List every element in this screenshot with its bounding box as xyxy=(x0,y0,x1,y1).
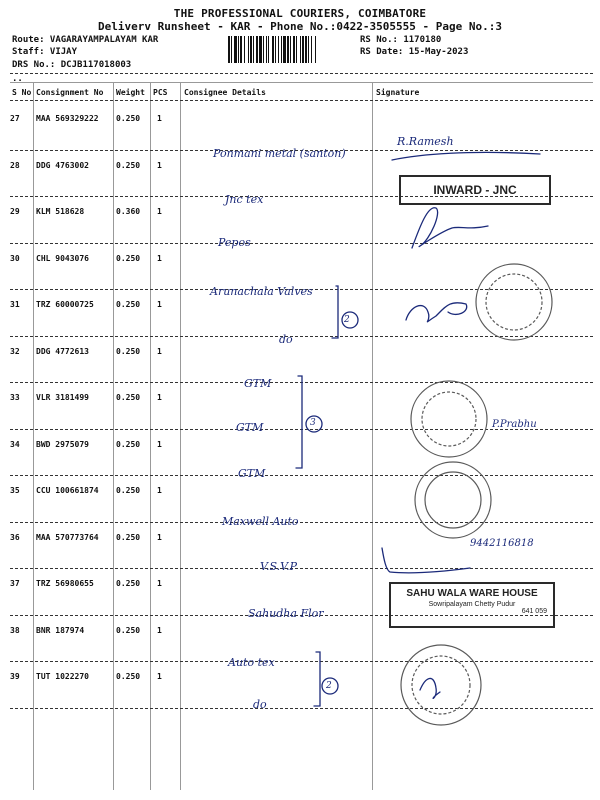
group-circle-a xyxy=(342,312,358,328)
row-weight: 0.250 xyxy=(116,439,141,449)
col-header-consignment: Consignment No xyxy=(36,88,104,97)
signature-27-text: R.Ramesh xyxy=(397,135,454,148)
row-consignment-no: TRZ 56980655 xyxy=(36,579,94,588)
round-seal-d xyxy=(401,645,481,725)
sahu-stamp-line3: 641 059 xyxy=(521,608,547,615)
bracket-a xyxy=(332,286,338,338)
row-pcs: 1 xyxy=(157,625,162,635)
group-count-a: 2 xyxy=(344,315,350,325)
row-sno: 31 xyxy=(10,300,20,309)
hand-note-33: GTM xyxy=(236,421,264,434)
hand-note-30: Arunachala Valves xyxy=(210,285,313,298)
drs-number: DRS No.: DCJB117018003 xyxy=(12,60,132,70)
row-pcs: 1 xyxy=(157,346,162,356)
col-header-signature: Signature xyxy=(376,88,420,97)
hand-note-39: do xyxy=(253,698,267,711)
sahu-stamp-line1: SAHU WALA WARE HOUSE xyxy=(406,588,538,599)
row-consignment-no: CHL 9043076 xyxy=(36,253,89,263)
row-sno: 35 xyxy=(10,486,20,495)
signature-34-text: P.Prabhu xyxy=(492,419,537,430)
row-weight: 0.250 xyxy=(116,300,141,309)
row-consignment-no: DDG 4763002 xyxy=(36,160,89,170)
row-weight: 0.250 xyxy=(116,532,141,542)
row-pcs: 1 xyxy=(157,672,162,681)
row-weight: 0.250 xyxy=(116,114,141,123)
row-pcs: 1 xyxy=(157,532,162,542)
row-sno: 34 xyxy=(10,439,20,449)
round-seal-a-inner xyxy=(486,274,542,330)
hand-note-27: Ponmani metal (santon) xyxy=(213,147,346,160)
row-sno: 33 xyxy=(10,393,20,402)
row-consignment-no: TRZ 60000725 xyxy=(36,300,94,309)
hand-note-35: Maxwell Auto xyxy=(222,515,299,528)
sahu-stamp-line2: Sowripalayam Chetty Pudur xyxy=(428,601,516,608)
row-consignment-no: MAA 569329222 xyxy=(36,114,99,123)
row-consignment-no: BNR 187974 xyxy=(36,625,85,635)
hand-note-38: Auto tex xyxy=(228,656,275,669)
row-sno: 30 xyxy=(10,253,20,263)
row-sno: 27 xyxy=(10,114,20,123)
hand-note-29: Pepos xyxy=(218,236,251,249)
row-weight: 0.250 xyxy=(116,253,141,263)
hand-note-37: Sahudha Flor xyxy=(248,607,324,620)
phone-note: 9442116818 xyxy=(470,538,534,549)
row-consignment-no: CCU 100661874 xyxy=(36,486,99,495)
bracket-c xyxy=(314,652,320,706)
round-seal-d-inner xyxy=(412,656,470,714)
row-consignment-no: DDG 4772613 xyxy=(36,346,89,356)
staff-label: Staff: VIJAY xyxy=(12,47,78,57)
group-count-c: 2 xyxy=(326,681,332,691)
col-header-details: Consignee Details xyxy=(184,88,266,97)
row-consignment-no: MAA 570773764 xyxy=(36,532,99,542)
rs-number: RS No.: 1170180 xyxy=(360,35,442,45)
signature-31-stroke xyxy=(406,303,467,322)
route-label: Route: VAGARAYAMPALAYAM KAR xyxy=(12,35,159,45)
row-weight: 0.250 xyxy=(116,486,141,495)
round-seal-c-inner xyxy=(425,472,481,528)
header-dots: .. xyxy=(12,74,23,84)
company-title: THE PROFESSIONAL COURIERS, COIMBATORE xyxy=(173,7,427,20)
inward-stamp: INWARD - JNC xyxy=(399,175,551,205)
row-weight: 0.250 xyxy=(116,346,141,356)
hand-note-32: GTM xyxy=(244,377,272,390)
col-header-pcs: PCS xyxy=(153,88,168,97)
row-weight: 0.250 xyxy=(116,579,141,588)
row-weight: 0.250 xyxy=(116,160,141,170)
group-count-b: 3 xyxy=(310,418,316,428)
row-sno: 37 xyxy=(10,579,20,588)
runsheet-subtitle: Deliverv Runsheet - KAR - Phone No.:0422-3505555 - Page No.:3 xyxy=(98,20,502,33)
row-pcs: 1 xyxy=(157,160,162,170)
col-header-weight: Weight xyxy=(116,88,145,97)
row-pcs: 1 xyxy=(157,300,162,309)
hand-note-31: do xyxy=(279,333,293,346)
signature-39-stroke xyxy=(420,678,440,698)
row-sno: 39 xyxy=(10,672,20,681)
row-pcs: 1 xyxy=(157,393,162,402)
row-sno: 38 xyxy=(10,625,20,635)
rs-date: RS Date: 15-May-2023 xyxy=(360,47,469,57)
row-consignment-no: BWD 2975079 xyxy=(36,439,89,449)
row-weight: 0.250 xyxy=(116,393,141,402)
row-sno: 28 xyxy=(10,160,20,170)
round-seal-c xyxy=(415,462,491,538)
hand-note-28: Jnc tex xyxy=(225,193,264,206)
row-sno: 29 xyxy=(10,207,20,216)
row-pcs: 1 xyxy=(157,207,162,216)
row-weight: 0.360 xyxy=(116,207,141,216)
signature-36-stroke xyxy=(382,548,470,573)
round-seal-a xyxy=(476,264,552,340)
row-pcs: 1 xyxy=(157,114,162,123)
row-pcs: 1 xyxy=(157,486,162,495)
row-consignment-no: KLM 518628 xyxy=(36,207,85,216)
row-pcs: 1 xyxy=(157,579,162,588)
row-weight: 0.250 xyxy=(116,672,141,681)
row-sno: 36 xyxy=(10,532,20,542)
hand-note-34: GTM xyxy=(238,467,266,480)
group-circle-c xyxy=(322,678,338,694)
row-weight: 0.250 xyxy=(116,625,141,635)
round-seal-b-inner xyxy=(422,392,476,446)
group-circle-b xyxy=(306,416,322,432)
signature-29-stroke xyxy=(412,208,488,248)
col-header-sno: S No xyxy=(12,88,32,97)
row-pcs: 1 xyxy=(157,253,162,263)
hand-note-36: V.S.V.P xyxy=(260,560,298,573)
row-consignment-no: VLR 3181499 xyxy=(36,393,89,402)
row-consignment-no: TUT 1022270 xyxy=(36,672,89,681)
row-pcs: 1 xyxy=(157,439,162,449)
signature-27-stroke xyxy=(392,152,540,160)
row-sno: 32 xyxy=(10,346,20,356)
bracket-b xyxy=(296,376,302,468)
